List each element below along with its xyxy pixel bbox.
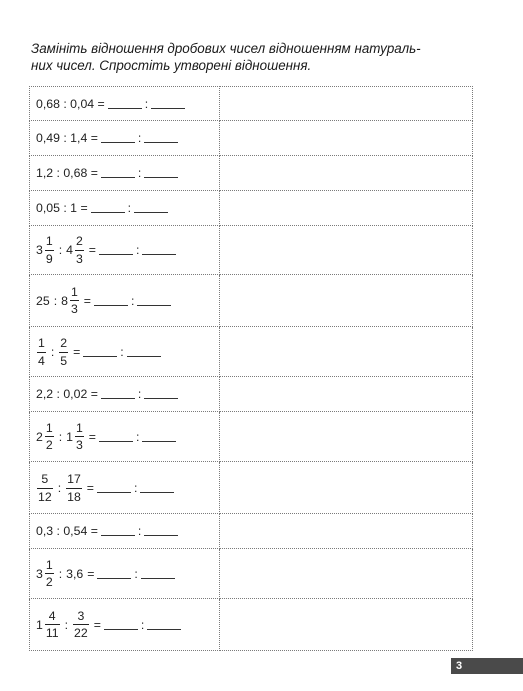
numerator: 4 [48,608,56,623]
whole-part: 3 [36,243,43,257]
ratio-cell [30,226,220,275]
whole-part: 1 [66,429,73,444]
colon-sign: : [64,617,69,632]
antecedent-blank[interactable] [101,389,135,399]
exercise-row [30,226,473,275]
denominator: 2 [45,438,53,452]
denominator: 18 [67,489,81,504]
exercise-row [30,549,473,599]
fraction [37,337,46,367]
colon-sign: : [53,293,58,308]
equals-sign: = [86,481,94,495]
colon-sign: : [133,481,138,495]
denominator: 12 [38,489,52,504]
exercise-table [29,86,473,651]
colon-sign: : [135,243,140,257]
colon-sign: : [58,243,63,257]
consequent-blank[interactable] [151,99,185,109]
fraction [73,610,89,640]
denominator: 3 [75,251,83,266]
ratio-expression: 0,68 : 0,04 = [36,96,105,111]
consequent-blank[interactable] [144,168,178,178]
answer-cell[interactable] [220,121,473,156]
equals-sign: = [93,617,101,632]
fraction [70,286,79,316]
denominator: 9 [45,251,53,266]
ratio-cell [30,412,220,462]
consequent-blank[interactable] [142,432,176,442]
fraction [45,610,60,640]
ratio-cell [30,275,220,327]
ratio-expression: 0,49 : 1,4 = [36,131,98,145]
ratio-expression [36,610,184,640]
ratio-cell [30,156,220,191]
colon-sign: : [137,166,142,180]
ratio-cell [30,191,220,226]
fraction [45,235,54,265]
ratio-expression [36,559,178,589]
consequent-blank[interactable] [147,620,181,630]
consequent-blank[interactable] [140,483,174,493]
denominator: 22 [74,626,88,640]
colon-sign: : [130,293,135,308]
antecedent-blank[interactable] [94,296,128,306]
fraction [75,422,84,452]
ratio-cell [30,327,220,377]
antecedent-blank[interactable] [97,483,131,493]
consequent-blank[interactable] [142,245,176,255]
colon-sign: : [137,524,142,538]
consequent-blank[interactable] [144,133,178,143]
antecedent-blank[interactable] [101,133,135,143]
consequent-blank[interactable] [144,526,178,536]
exercise-row [30,462,473,514]
answer-cell[interactable] [220,377,473,412]
answer-cell[interactable] [220,275,473,327]
ratio-cell [30,87,220,121]
colon-sign: : [58,566,63,581]
colon-sign: : [137,131,142,145]
antecedent-blank[interactable] [99,245,133,255]
ratio-expression [36,337,164,367]
exercise-row [30,87,473,121]
fraction [45,422,54,452]
answer-cell[interactable] [220,191,473,226]
numerator: 1 [45,420,53,435]
denominator: 3 [75,438,83,452]
whole-part: 4 [66,243,73,257]
fraction [45,559,54,589]
ratio-cell [30,121,220,156]
ratio-expression: 1,2 : 0,68 = [36,166,98,180]
antecedent-blank[interactable] [83,347,117,357]
task-instruction [31,40,471,74]
fraction [37,473,53,503]
exercise-row [30,327,473,377]
answer-cell[interactable] [220,462,473,514]
antecedent-blank[interactable] [101,168,135,178]
ratio-cell [30,514,220,549]
consequent-blank[interactable] [141,569,175,579]
antecedent-blank[interactable] [108,99,142,109]
equals-sign: = [87,566,95,581]
ratio-cell [30,599,220,651]
antecedent-blank[interactable] [99,432,133,442]
equals-sign: = [73,345,81,359]
ratio-expression [36,235,179,265]
colon-sign: : [134,566,138,581]
numerator: 17 [67,472,81,487]
denominator: 4 [38,353,45,368]
fraction [59,337,68,367]
equals-sign: = [88,243,96,257]
exercise-row [30,121,473,156]
exercise-row [30,377,473,412]
colon-sign: : [140,617,145,632]
answer-cell[interactable] [220,549,473,599]
page-number: 3 [455,660,463,672]
exercise-row [30,191,473,226]
whole-part: 3 [36,566,43,581]
numerator: 1 [70,284,78,299]
numerator: 3 [77,608,85,623]
answer-cell[interactable] [220,87,473,121]
task-instruction-line-1: Замініть відношення дробових чисел відношенням натураль- [31,41,421,56]
whole-number: 25 [36,293,50,308]
exercise-row [30,599,473,651]
answer-cell[interactable] [220,226,473,275]
colon-sign: : [50,345,55,359]
fraction [75,235,84,265]
numerator: 2 [60,336,68,351]
equals-sign: = [88,429,96,444]
ratio-expression [36,473,177,503]
colon-sign: : [127,201,132,215]
numerator: 1 [38,336,45,351]
ratio-cell [30,462,220,514]
denominator: 2 [45,575,53,589]
exercise-row [30,156,473,191]
whole-part: 2 [36,429,43,444]
equals-sign: = [83,293,91,308]
colon-sign: : [57,481,62,495]
ratio-expression: 2,2 : 0,02 = [36,387,98,401]
numerator: 1 [45,557,53,572]
consequent-blank[interactable] [137,296,171,306]
ratio-expression [36,422,179,452]
colon-sign: : [58,429,63,444]
numerator: 2 [75,234,83,249]
ratio-expression [36,286,174,316]
decimal-number: 3,6 [66,566,84,581]
ratio-cell [30,377,220,412]
numerator: 5 [41,472,49,487]
answer-cell[interactable] [220,412,473,462]
task-instruction-line-2: них чисел. Спростіть утворені відношення. [31,58,312,73]
antecedent-blank[interactable] [97,569,131,579]
answer-cell[interactable] [220,599,473,651]
ratio-expression: 0,3 : 0,54 = [36,524,98,538]
denominator: 5 [60,353,68,368]
ratio-expression: 0,05 : 1 = [36,201,88,215]
colon-sign: : [144,96,149,111]
colon-sign: : [137,387,142,401]
numerator: 1 [75,420,83,435]
ratio-cell [30,549,220,599]
antecedent-blank[interactable] [101,526,135,536]
numerator: 1 [45,234,53,249]
antecedent-blank[interactable] [104,620,138,630]
exercise-row [30,514,473,549]
denominator: 11 [45,626,59,640]
answer-cell[interactable] [220,514,473,549]
denominator: 3 [70,302,78,316]
whole-part: 8 [61,293,68,308]
exercise-row [30,412,473,462]
answer-cell[interactable] [220,156,473,191]
whole-part: 1 [36,617,43,632]
consequent-blank[interactable] [134,203,168,213]
fraction [66,473,82,503]
consequent-blank[interactable] [127,347,161,357]
exercise-row [30,275,473,327]
antecedent-blank[interactable] [91,203,125,213]
colon-sign: : [120,345,124,359]
consequent-blank[interactable] [144,389,178,399]
colon-sign: : [135,429,140,444]
answer-cell[interactable] [220,327,473,377]
